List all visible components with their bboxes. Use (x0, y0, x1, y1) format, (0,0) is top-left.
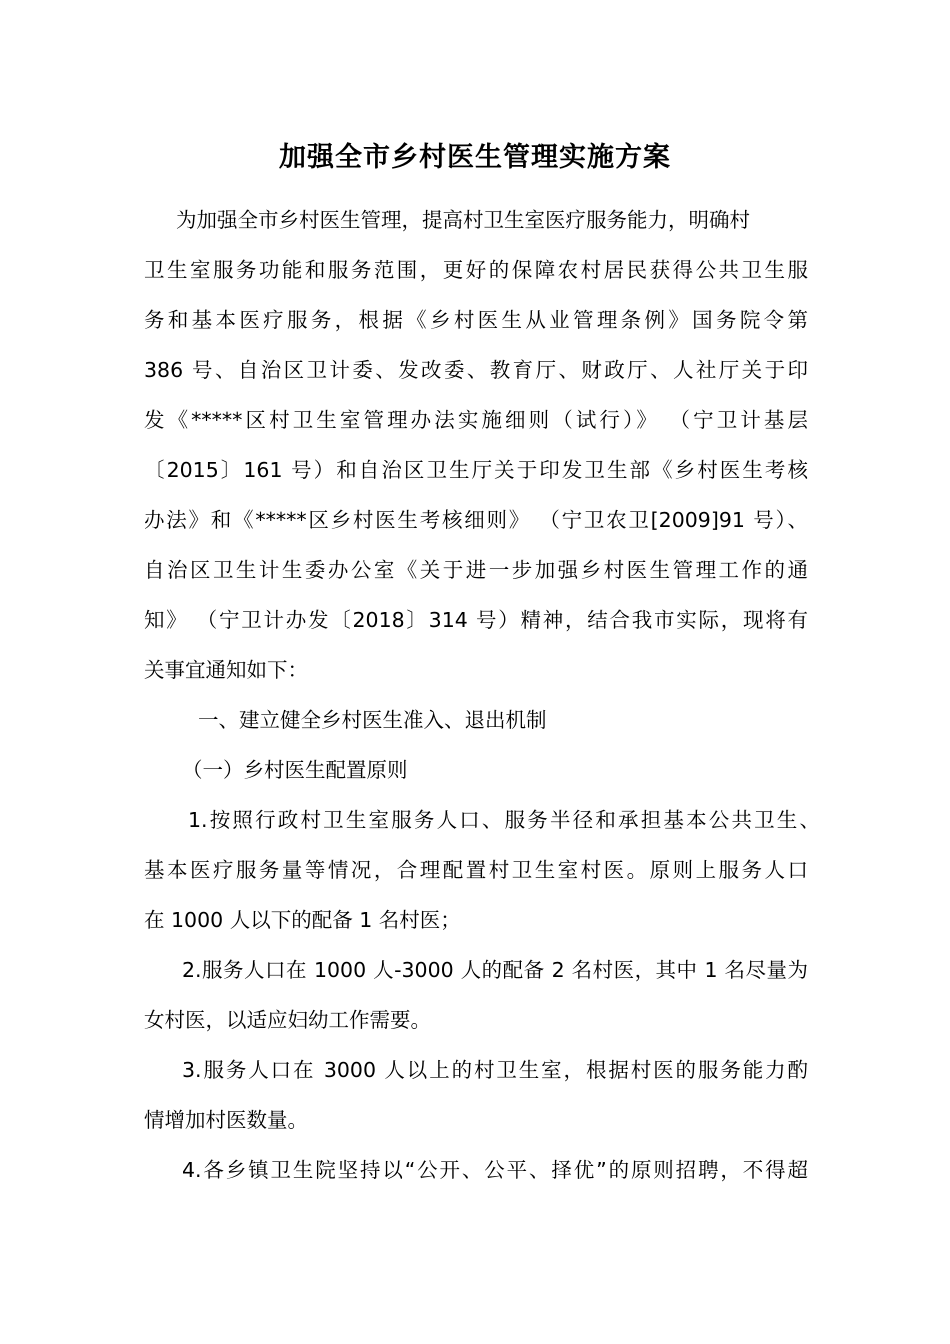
paragraph-line: 在 1000 人以下的配备 1 名村医； (144, 908, 461, 932)
paragraph-line: 2.服务人口在 1000 人-3000 人的配备 2 名村医，其中 1 名尽量为 (182, 958, 808, 982)
subsection-heading: （一）乡村医生配置原则 (182, 758, 408, 782)
paragraph-line: 基本医疗服务量等情况，合理配置村卫生室村医。原则上服务人口 (144, 858, 808, 882)
paragraph-line: 情增加村医数量。 (144, 1108, 308, 1132)
paragraph-line: 为加强全市乡村医生管理，提高村卫生室医疗服务能力，明确村 (176, 208, 750, 232)
paragraph-line: 办法》和《*****区乡村医生考核细则》 （宁卫农卫[2009]91 号）、 (144, 508, 808, 532)
paragraph-line: 卫生室服务功能和服务范围，更好的保障农村居民获得公共卫生服 (144, 258, 808, 282)
paragraph-line: 务和基本医疗服务，根据《乡村医生从业管理条例》国务院令第 (144, 308, 808, 332)
paragraph-line: 1.按照行政村卫生室服务人口、服务半径和承担基本公共卫生、 (188, 808, 820, 832)
paragraph-line: 4.各乡镇卫生院坚持以“公开、公平、择优”的原则招聘，不得超 (182, 1158, 808, 1182)
paragraph-line: 发《*****区村卫生室管理办法实施细则（试行）》 （宁卫计基层 (144, 408, 808, 432)
section-heading: 一、建立健全乡村医生准入、退出机制 (198, 708, 547, 732)
paragraph-line: 386 号、自治区卫计委、发改委、教育厅、财政厅、人社厅关于印 (144, 358, 808, 382)
paragraph-line: 关事宜通知如下： (144, 658, 308, 682)
paragraph-line: 自治区卫生计生委办公室《关于进一步加强乡村医生管理工作的通 (144, 558, 808, 582)
paragraph-line: 女村医，以适应妇幼工作需要。 (144, 1008, 431, 1032)
document-title: 加强全市乡村医生管理实施方案 (279, 142, 671, 173)
paragraph-line: 〔2015〕161 号）和自治区卫生厅关于印发卫生部《乡村医生考核 (144, 458, 808, 482)
paragraph-line: 知》 （宁卫计办发〔2018〕314 号）精神，结合我市实际，现将有 (144, 608, 808, 632)
paragraph-line: 3.服务人口在 3000 人以上的村卫生室，根据村医的服务能力酌 (182, 1058, 808, 1082)
